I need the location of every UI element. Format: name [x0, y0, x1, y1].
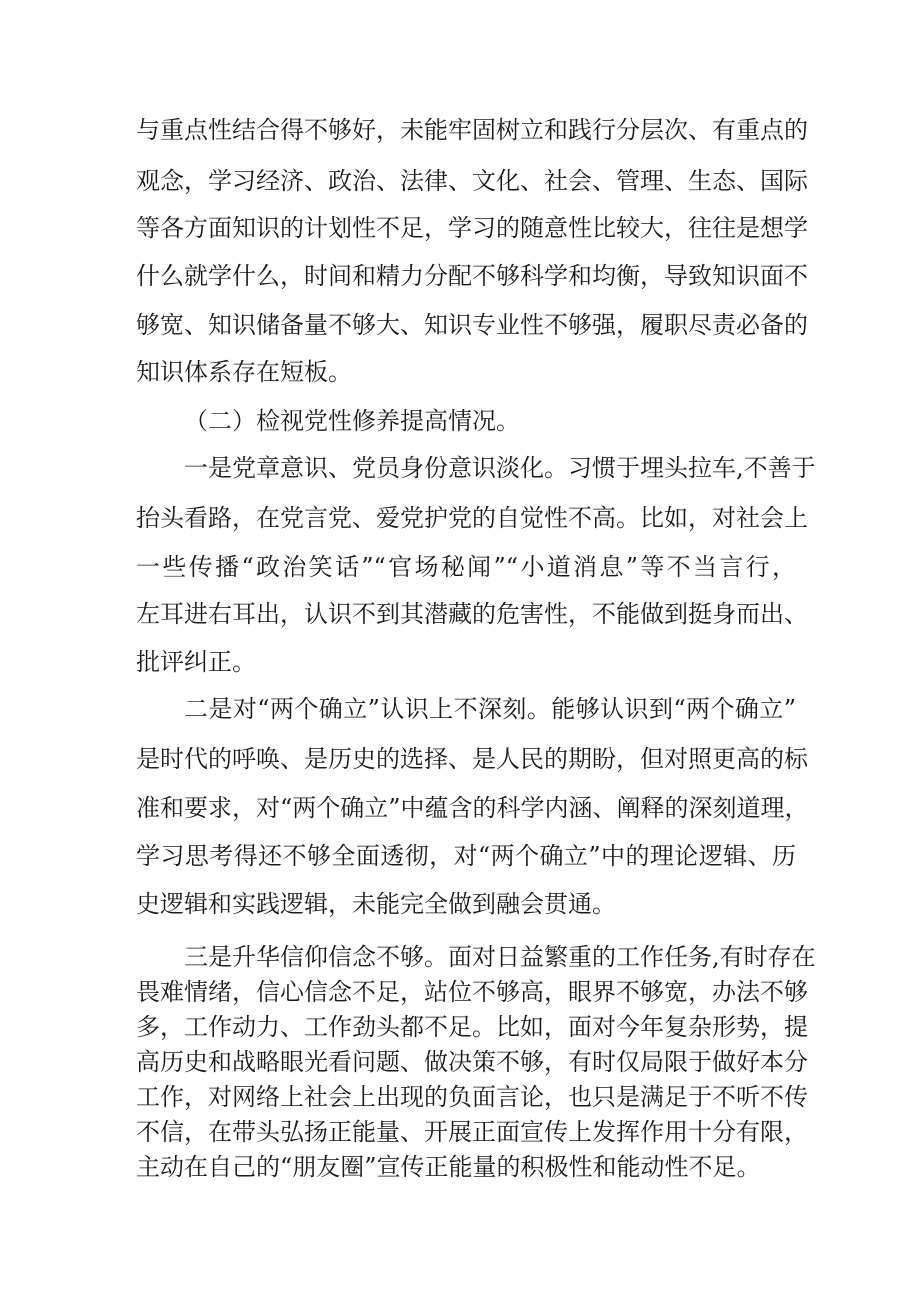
text-line: 一些传播“政治笑话”“官场秘闻”“小道消息”等不当言行， [136, 553, 796, 581]
text-line: 是时代的呼唤、是历史的选择、是人民的期盼，但对照更高的标 [136, 745, 808, 773]
text-line: 准和要求，对“两个确立”中蕴含的科学内涵、阐释的深刻道理， [136, 794, 809, 822]
text-line: 一是党章意识、党员身份意识淡化。习惯于埋头拉车,不善于 [184, 454, 816, 482]
text-line: 学习思考得还不够全面透彻，对“两个确立”中的理论逻辑、历 [136, 842, 796, 870]
text-line: 观念，学习经济、政治、法律、文化、社会、管理、生态、国际 [136, 167, 808, 195]
text-line: 抬头看路，在党言党、爱党护党的自觉性不高。比如，对社会上 [136, 504, 808, 532]
text-line: 知识体系存在短板。 [136, 358, 352, 386]
text-line: 批评纠正。 [136, 648, 256, 676]
text-line: 什么就学什么，时间和精力分配不够科学和均衡，导致知识面不 [136, 262, 808, 290]
text-line: 不信，在带头弘扬正能量、开展正面宣传上发挥作用十分有限， [136, 1118, 808, 1146]
text-line: 左耳进右耳出，认识不到其潜藏的危害性，不能做到挺身而出、 [136, 600, 808, 628]
text-line: 畏难情绪，信心信念不足，站位不够高，眼界不够宽，办法不够 [136, 978, 808, 1006]
text-line: 工作，对网络上社会上出现的负面言论，也只是满足于不听不传 [136, 1083, 808, 1111]
text-line: 多，工作动力、工作劲头都不足。比如，面对今年复杂形势，提 [136, 1013, 808, 1041]
text-line: 三是升华信仰信念不够。面对日益繁重的工作任务,有时存在 [184, 943, 816, 971]
text-line: 高历史和战略眼光看问题、做决策不够，有时仅局限于做好本分 [136, 1048, 808, 1076]
text-line: 等各方面知识的计划性不足，学习的随意性比较大，往往是想学 [136, 214, 808, 242]
section-heading: （二）检视党性修养提高情况。 [184, 407, 520, 435]
text-line: 够宽、知识储备量不够大、知识专业性不够强，履职尽责必备的 [136, 311, 808, 339]
text-line: 主动在自己的“朋友圈”宣传正能量的积极性和能动性不足。 [136, 1153, 761, 1181]
text-line: 史逻辑和实践逻辑，未能完全做到融会贯通。 [136, 890, 616, 918]
text-line: 二是对“两个确立”认识上不深刻。能够认识到“两个确立” [184, 695, 796, 723]
text-line: 与重点性结合得不够好，未能牢固树立和践行分层次、有重点的 [136, 116, 808, 144]
